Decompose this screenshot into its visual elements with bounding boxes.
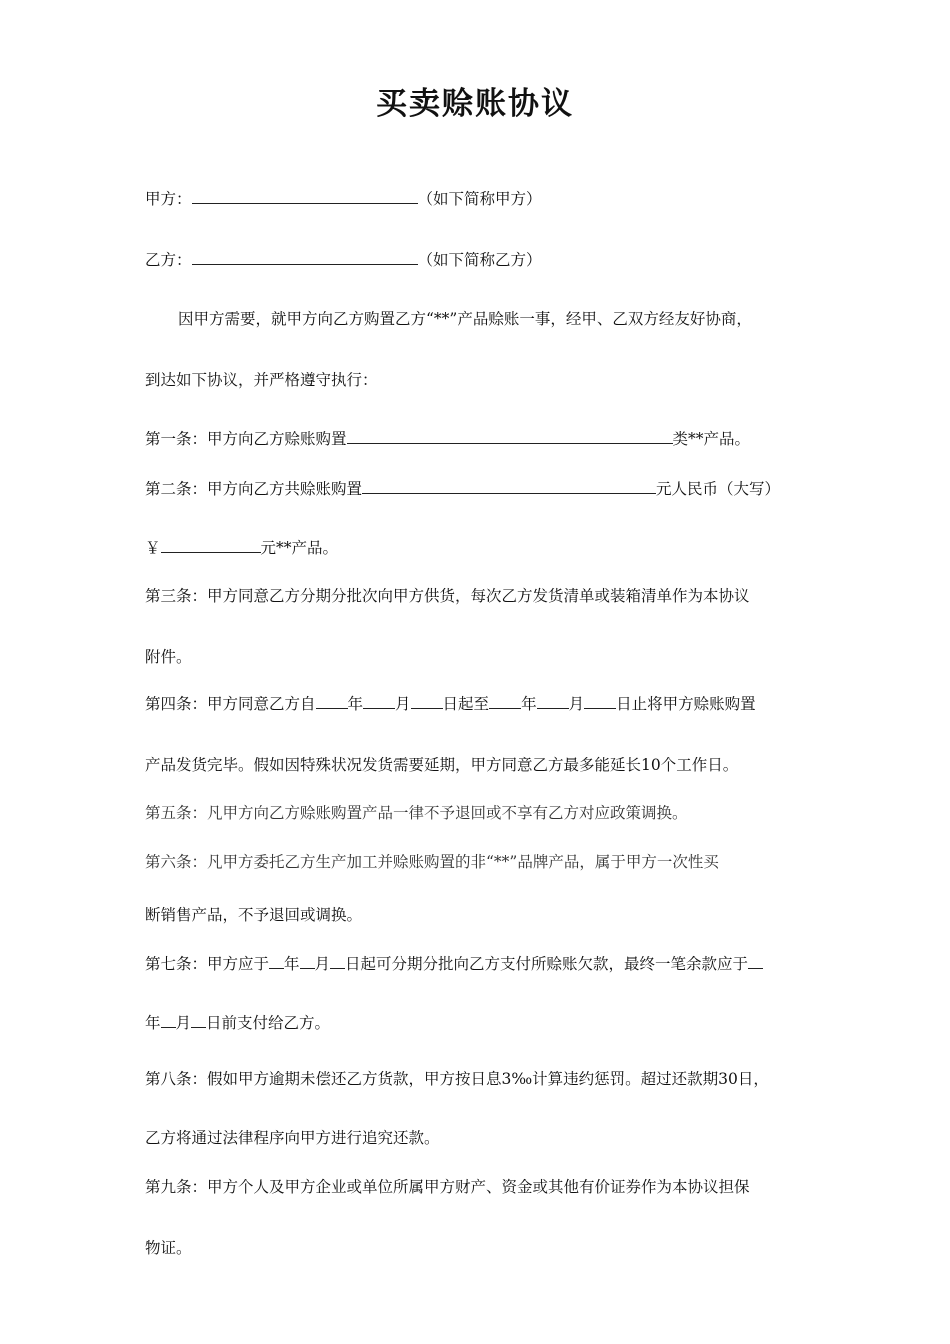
party-a-label: 甲方：: [145, 190, 192, 208]
party-a-line: [145, 188, 542, 210]
end-month-blank[interactable]: [537, 694, 569, 709]
intro-line-1: 因甲方需要，就甲方向乙方购置乙方“**”产品赊账一事，经甲、乙双方经友好协商，: [178, 310, 752, 328]
start-year-label: 年: [347, 695, 364, 713]
party-b-suffix: （如下简称乙方）: [417, 251, 542, 269]
party-b-label: 乙方：: [145, 251, 192, 269]
final-month-label: 月: [175, 1014, 192, 1032]
article-1-prefix: 第一条：甲方向乙方赊账购置: [145, 430, 347, 448]
final-year-blank[interactable]: [748, 954, 763, 969]
article-2-amount-blank[interactable]: [362, 479, 656, 494]
pay-start-day-blank[interactable]: [330, 954, 345, 969]
final-month-blank[interactable]: [161, 1013, 176, 1028]
article-9-line-2: 物证。: [145, 1239, 192, 1257]
end-day-label: 日止将甲方赊账购置: [616, 695, 756, 713]
article-3-line-1: 第三条：甲方同意乙方分期分批次向甲方供货，每次乙方发货清单或装箱清单作为本协议: [145, 587, 750, 605]
article-1: [145, 428, 750, 450]
article-3-line-2: 附件。: [145, 648, 192, 666]
start-month-blank[interactable]: [363, 694, 395, 709]
article-9-line-1: 第九条：甲方个人及甲方企业或单位所属甲方财产、资金或其他有价证券作为本协议担保: [145, 1178, 750, 1196]
pay-start-month-blank[interactable]: [300, 954, 315, 969]
pay-start-year-label: 年: [284, 955, 300, 973]
intro-line-2: 到达如下协议，并严格遵守执行：: [145, 371, 378, 389]
party-a-suffix: （如下简称甲方）: [417, 190, 542, 208]
article-1-suffix: 类**产品。: [672, 430, 751, 448]
article-1-blank[interactable]: [347, 429, 673, 444]
final-year-label: 年: [145, 1014, 161, 1032]
pay-start-day-label: 日起可分期分批向乙方支付所赊账欠款，最终一笔余款应于: [345, 955, 749, 973]
article-2-line-2: [145, 537, 338, 559]
article-8-line-1: 第八条：假如甲方逾期未偿还乙方货款，甲方按日息3‰计算违约惩罚。超过还款期30日，: [145, 1070, 769, 1088]
article-7-line-2-suffix: 日前支付给乙方。: [206, 1014, 331, 1032]
article-7-line-1: [145, 953, 763, 975]
start-month-label: 月: [395, 695, 411, 713]
start-day-label: 日起至: [442, 695, 490, 713]
start-day-blank[interactable]: [411, 694, 443, 709]
end-year-blank[interactable]: [489, 694, 521, 709]
end-day-blank[interactable]: [584, 694, 616, 709]
article-7-prefix: 第七条：甲方应于: [145, 955, 270, 973]
party-b-blank[interactable]: [192, 250, 418, 265]
party-a-blank[interactable]: [192, 189, 418, 204]
article-4-line-1: [145, 693, 756, 715]
start-year-blank[interactable]: [316, 694, 348, 709]
article-6-line-1: 第六条：凡甲方委托乙方生产加工并赊账购置的非“**”品牌产品，属于甲方一次性买: [145, 853, 719, 871]
end-year-label: 年: [521, 695, 537, 713]
article-2-prefix: 第二条：甲方向乙方共赊账购置: [145, 480, 363, 498]
pay-start-year-blank[interactable]: [269, 954, 284, 969]
article-4-line-2: 产品发货完毕。假如因特殊状况发货需要延期，甲方同意乙方最多能延长10个工作日。: [145, 756, 739, 774]
article-2: [145, 478, 780, 500]
article-7-line-2: [145, 1012, 330, 1034]
article-8-line-2: 乙方将通过法律程序向甲方进行追究还款。: [145, 1129, 440, 1147]
article-4-prefix: 第四条：甲方同意乙方自: [145, 695, 316, 713]
document-title: 买卖赊账协议: [376, 86, 574, 122]
article-5: 第五条：凡甲方向乙方赊账购置产品一律不予退回或不享有乙方对应政策调换。: [145, 804, 688, 822]
end-month-label: 月: [568, 695, 585, 713]
article-6-line-2: 断销售产品，不予退回或调换。: [145, 906, 363, 924]
final-day-blank[interactable]: [191, 1013, 206, 1028]
pay-start-month-label: 月: [314, 955, 331, 973]
article-2-line-2-suffix: 元**产品。: [260, 539, 339, 557]
currency-symbol: ￥: [145, 539, 161, 557]
article-2-number-blank[interactable]: [161, 538, 261, 553]
party-b-line: [145, 249, 542, 271]
article-2-suffix: 元人民币（大写）: [656, 480, 781, 498]
